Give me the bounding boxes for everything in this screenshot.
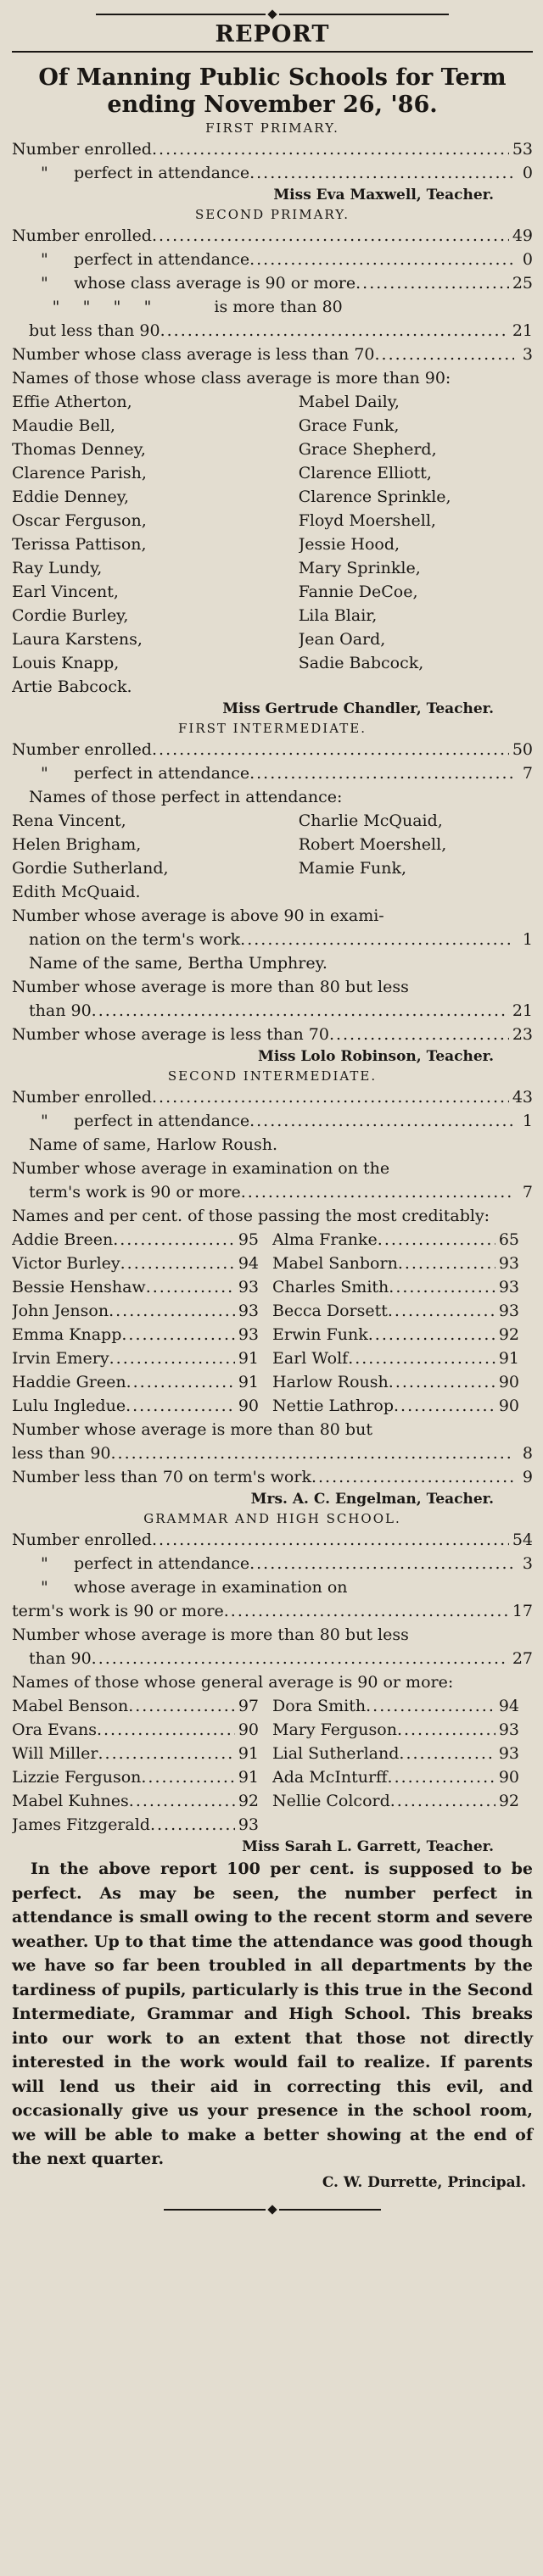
student-name: Mabel Daily,	[298, 393, 400, 411]
student-name: Mabel Sanborn	[272, 1254, 398, 1273]
report-title: REPORT	[215, 21, 330, 47]
student-name: Will Miller	[12, 1744, 98, 1763]
student-name: Ora Evans	[12, 1720, 97, 1739]
first-primary-perfect: " perfect in attendance ..... 0	[12, 161, 533, 185]
student-name: Charles Smith	[272, 1278, 389, 1296]
second-intermediate-less70: Number less than 70 on term's work ..... 9	[12, 1465, 533, 1489]
grammar-high-more80: than 90 ..... 27	[12, 1647, 533, 1670]
student-name	[299, 880, 533, 904]
score-percent: 93	[238, 1278, 259, 1296]
student-name: Earl Wolf	[272, 1349, 349, 1368]
student-name: Thomas Denney,	[12, 440, 146, 459]
score-entry	[12, 1323, 272, 1347]
student-name: Dora Smith	[272, 1697, 367, 1715]
student-name: Maudie Bell,	[12, 416, 115, 435]
student-name: Ray Lundy,	[12, 559, 103, 577]
student-name: Fannie DeCoe,	[298, 583, 418, 601]
student-name: Harlow Roush	[272, 1373, 389, 1391]
score-percent: 95	[238, 1230, 259, 1249]
first-intermediate-name-same: Name of the same, Bertha Umphrey.	[29, 954, 327, 973]
score-percent: 91	[238, 1744, 259, 1763]
first-intermediate-names	[12, 809, 533, 904]
second-primary-ditto-more80: " " " " is more than 80	[52, 298, 343, 316]
score-percent: 93	[498, 1302, 519, 1320]
second-intermediate-name-same: Name of same, Harlow Roush.	[29, 1135, 277, 1154]
second-primary-names-intro: Names of those whose class average is more than 90:	[12, 369, 451, 388]
score-entry	[272, 1394, 533, 1418]
second-primary-heading: SECOND PRIMARY.	[195, 207, 350, 222]
second-intermediate-scores-intro: Names and per cent. of those passing the most creditably:	[12, 1207, 490, 1225]
student-name: Clarence Parish,	[12, 464, 147, 482]
student-name: Erwin Funk	[272, 1325, 368, 1344]
score-percent: 93	[238, 1325, 259, 1344]
score-percent: 92	[238, 1792, 259, 1810]
second-primary-teacher: Miss Gertrude Chandler, Teacher.	[222, 700, 494, 717]
student-name: Effie Atherton,	[12, 393, 132, 411]
score-entry	[12, 1718, 272, 1742]
student-name: John Jenson	[12, 1302, 109, 1320]
score-percent: 90	[498, 1768, 519, 1787]
score-entry	[12, 1765, 272, 1789]
student-name: Lila Blair,	[298, 606, 378, 625]
student-name: Emma Knapp	[12, 1325, 122, 1344]
first-intermediate-enrolled: Number enrolled ..... 50	[12, 738, 533, 761]
score-entry	[12, 1252, 272, 1275]
student-name: Becca Dorsett	[272, 1302, 388, 1320]
student-name: Clarence Sprinkle,	[298, 488, 451, 506]
score-entry	[12, 1694, 272, 1718]
score-percent: 93	[498, 1744, 519, 1763]
first-intermediate-more80-line1: Number whose average is more than 80 but less	[12, 978, 409, 996]
score-percent: 91	[238, 1349, 259, 1368]
student-name: Nellie Colcord	[272, 1792, 390, 1810]
second-primary-less70: Number whose class average is less than 70 ..... 3	[12, 343, 533, 366]
student-name: Irvin Emery	[12, 1349, 109, 1368]
grammar-high-more80-line1: Number whose average is more than 80 but less	[12, 1625, 409, 1644]
student-name: Addie Breen	[12, 1230, 114, 1249]
student-name: Lulu Ingledue	[12, 1397, 126, 1415]
score-entry	[12, 1394, 272, 1418]
grammar-high-teacher: Miss Sarah L. Garrett, Teacher.	[242, 1838, 494, 1855]
score-entry	[272, 1347, 533, 1370]
grammar-high-exam: term's work is 90 or more ..... 17	[12, 1599, 533, 1623]
first-intermediate-above90-line1: Number whose average is above 90 in exami-	[12, 906, 384, 925]
grammar-high-heading: GRAMMAR AND HIGH SCHOOL.	[143, 1511, 401, 1526]
score-percent: 65	[498, 1230, 519, 1249]
student-name: Mamie Funk,	[298, 859, 407, 878]
student-name: Bessie Henshaw	[12, 1278, 146, 1296]
grammar-high-scores	[12, 1694, 533, 1837]
student-name: Jessie Hood,	[298, 535, 400, 554]
student-name	[299, 675, 533, 699]
second-primary-perfect: " perfect in attendance ..... 0	[12, 248, 533, 271]
first-intermediate-above90: nation on the term's work ..... 1	[12, 928, 533, 951]
score-percent: 94	[238, 1254, 259, 1273]
second-intermediate-more80-line1: Number whose average is more than 80 but	[12, 1420, 372, 1439]
score-entry	[272, 1765, 533, 1789]
student-name: Rena Vincent,	[12, 811, 126, 830]
score-percent: 90	[498, 1373, 519, 1391]
grammar-high-perfect: " perfect in attendance ..... 3	[12, 1552, 533, 1575]
score-entry	[12, 1789, 272, 1813]
student-name: Edith McQuaid.	[12, 883, 141, 901]
score-entry	[272, 1813, 533, 1837]
student-name: Earl Vincent,	[12, 583, 119, 601]
student-name: Lizzie Ferguson	[12, 1768, 142, 1787]
first-intermediate-less70: Number whose average is less than 70 ..... 23	[12, 1023, 533, 1046]
student-name: Mary Sprinkle,	[298, 559, 421, 577]
student-name: Charlie McQuaid,	[298, 811, 443, 830]
score-percent: 91	[238, 1768, 259, 1787]
student-name: Ada McInturff	[272, 1768, 388, 1787]
student-name: Clarence Elliott,	[298, 464, 432, 482]
first-intermediate-teacher: Miss Lolo Robinson, Teacher.	[258, 1048, 494, 1065]
score-entry	[12, 1370, 272, 1394]
score-entry	[12, 1299, 272, 1323]
second-intermediate-enrolled: Number enrolled ..... 43	[12, 1085, 533, 1109]
first-primary-teacher: Miss Eva Maxwell, Teacher.	[273, 187, 494, 204]
student-name: Jean Oard,	[298, 630, 386, 649]
student-name: Grace Shepherd,	[298, 440, 437, 459]
student-name: Haddie Green	[12, 1373, 126, 1391]
report-subtitle-line1: Of Manning Public Schools for Term	[38, 64, 507, 91]
second-intermediate-teacher: Mrs. A. C. Engelman, Teacher.	[250, 1491, 494, 1508]
student-name: Victor Burley	[12, 1254, 120, 1273]
student-name: Sadie Babcock,	[298, 654, 424, 672]
score-entry	[272, 1323, 533, 1347]
student-name: Cordie Burley,	[12, 606, 129, 625]
score-entry	[12, 1813, 272, 1837]
principal-signature: C. W. Durrette, Principal.	[322, 2173, 526, 2191]
student-name: Helen Brigham,	[12, 835, 142, 854]
grammar-high-enrolled: Number enrolled ..... 54	[12, 1528, 533, 1552]
score-percent: 97	[238, 1697, 259, 1715]
second-intermediate-scores	[12, 1228, 533, 1418]
second-primary-class90: " whose class average is 90 or more ..... 25	[12, 271, 533, 295]
first-intermediate-names-intro: Names of those perfect in attendance:	[29, 788, 343, 806]
score-percent: 94	[498, 1697, 519, 1715]
top-ornament-rule	[12, 8, 533, 20]
score-entry	[272, 1742, 533, 1765]
student-name: Mabel Kuhnes	[12, 1792, 129, 1810]
second-intermediate-heading: SECOND INTERMEDIATE.	[167, 1068, 378, 1084]
score-entry	[12, 1275, 272, 1299]
bottom-ornament-rule	[12, 2204, 533, 2216]
score-percent: 91	[238, 1373, 259, 1391]
score-entry	[272, 1299, 533, 1323]
grammar-high-names-intro: Names of those whose general average is 90 or more:	[12, 1673, 454, 1692]
score-percent: 93	[238, 1815, 259, 1834]
second-intermediate-more80: less than 90 ..... 8	[12, 1441, 533, 1465]
student-name: Artie Babcock.	[12, 677, 132, 696]
second-intermediate-exam90-line1: Number whose average in examination on the	[12, 1159, 390, 1178]
student-name: Laura Karstens,	[12, 630, 143, 649]
student-name: Lial Sutherland	[272, 1744, 400, 1763]
title-divider	[12, 51, 533, 53]
score-percent: 93	[498, 1720, 519, 1739]
first-intermediate-heading: FIRST INTERMEDIATE.	[178, 721, 367, 736]
second-primary-but-less: but less than 90 ..... 21	[12, 319, 533, 343]
score-percent: 93	[498, 1278, 519, 1296]
student-name: Nettie Lathrop	[272, 1397, 395, 1415]
score-entry	[272, 1252, 533, 1275]
student-name: Gordie Sutherland,	[12, 859, 169, 878]
student-name: Terissa Pattison,	[12, 535, 147, 554]
student-name: Alma Franke	[272, 1230, 378, 1249]
grammar-high-exam-line1: " whose average in examination on	[41, 1578, 348, 1597]
score-percent: 92	[498, 1325, 519, 1344]
second-primary-names	[12, 390, 533, 699]
score-percent: 93	[498, 1254, 519, 1273]
first-primary-enrolled: Number enrolled ..... 53	[12, 137, 533, 161]
score-percent: 90	[238, 1397, 259, 1415]
student-name: James Fitzgerald	[12, 1815, 150, 1834]
student-name: Mabel Benson	[12, 1697, 129, 1715]
score-percent: 93	[238, 1302, 259, 1320]
score-entry	[272, 1718, 533, 1742]
student-name: Grace Funk,	[298, 416, 400, 435]
score-percent: 90	[498, 1397, 519, 1415]
student-name: Robert Moershell,	[298, 835, 447, 854]
student-name: Oscar Ferguson,	[12, 511, 147, 530]
score-entry	[12, 1742, 272, 1765]
student-name: Mary Ferguson	[272, 1720, 397, 1739]
score-percent: 92	[498, 1792, 519, 1810]
student-name: Eddie Denney,	[12, 488, 130, 506]
first-intermediate-more80: than 90 ..... 21	[12, 999, 533, 1023]
second-intermediate-exam90: term's work is 90 or more ..... 7	[12, 1180, 533, 1204]
second-intermediate-perfect: " perfect in attendance ..... 1	[12, 1109, 533, 1133]
score-entry	[272, 1228, 533, 1252]
closing-paragraph: In the above report 100 per cent. is supposed to be perfect. As may be seen, the number perfect in attendance is small owing to the recent storm and severe weather. Up to that time the attendance was good though we have so far been troubled in all departments by the tardiness of pupils, particularly is this true in the Second Intermediate, Grammar and High School. This breaks into our work to an extent that those not directly interested in the work would fail to realize. If parents will lend us their aid in correcting this evil, and occasionally give us your presence in the school room, we will be able to make a better showing at the end of the next quarter.	[12, 1860, 533, 2168]
first-intermediate-perfect: " perfect in attendance ..... 7	[12, 761, 533, 785]
score-percent: 91	[498, 1349, 519, 1368]
score-entry	[272, 1370, 533, 1394]
score-entry	[272, 1694, 533, 1718]
score-entry	[12, 1228, 272, 1252]
report-subtitle-line2: ending November 26, '86.	[107, 92, 438, 118]
score-entry	[272, 1789, 533, 1813]
student-name: Floyd Moershell,	[298, 511, 436, 530]
score-entry	[12, 1347, 272, 1370]
score-percent: 90	[238, 1720, 259, 1739]
score-entry	[272, 1275, 533, 1299]
first-primary-heading: FIRST PRIMARY.	[205, 120, 339, 136]
student-name: Louis Knapp,	[12, 654, 120, 672]
second-primary-enrolled: Number enrolled ..... 49	[12, 224, 533, 248]
